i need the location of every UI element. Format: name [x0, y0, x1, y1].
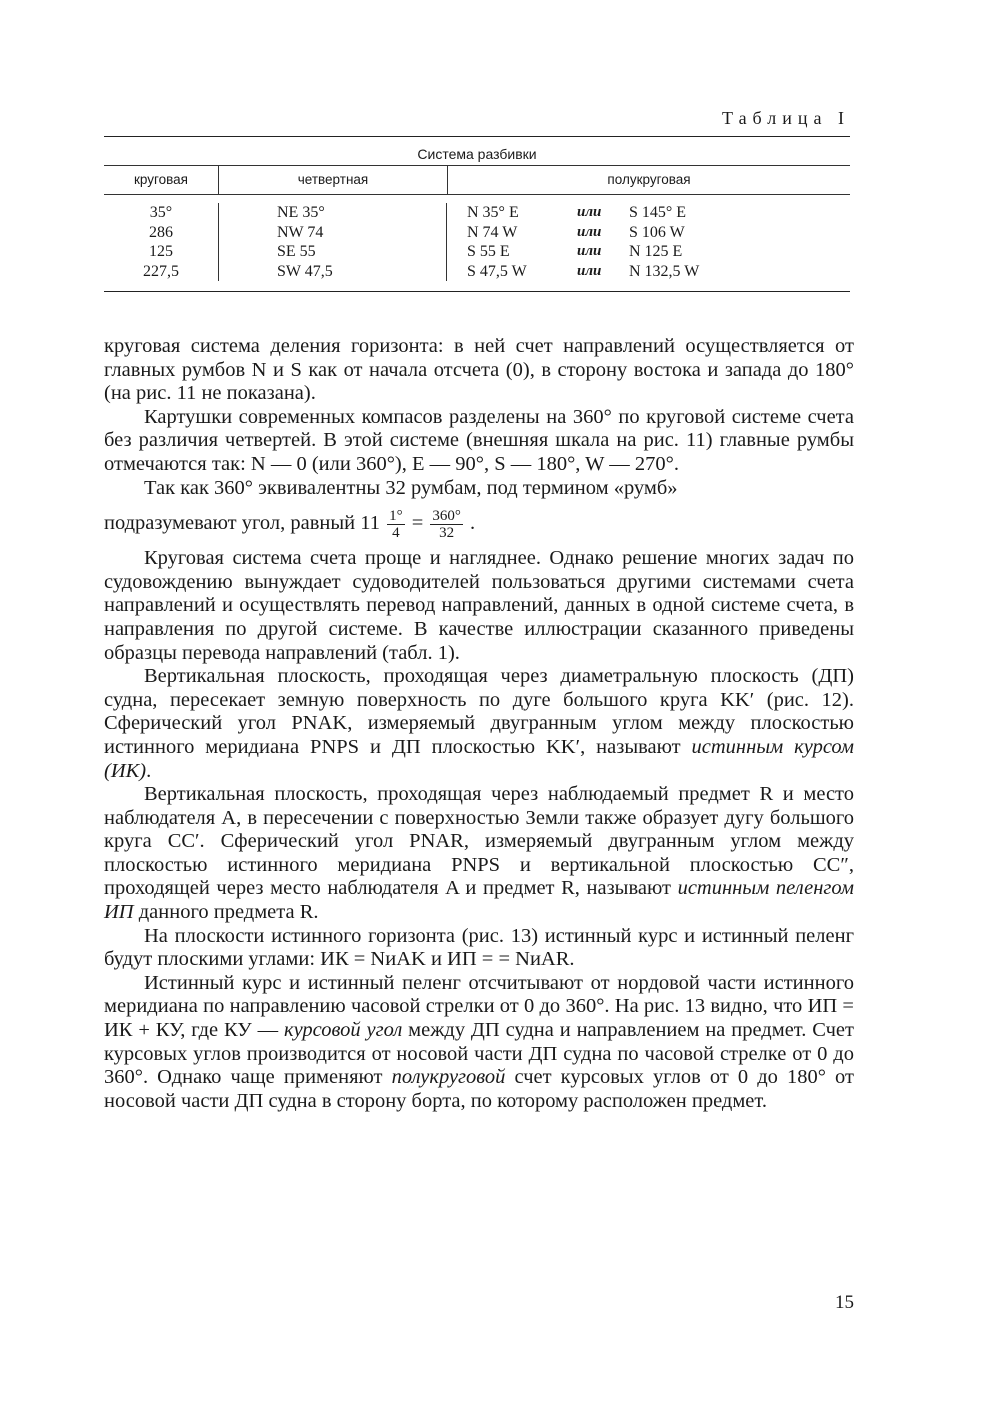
paragraph-text: Вертикальная плоскость, проходящая через наблюдаемый предмет R и место наблюдателя A, в пересечении с поверхностью Земли также образует дугу большого круга CC′. Сферический угол PNAR, измеряемый двугранным углом между плоскостью истинного меридиана PNPS и вертикальной плоскостью CC″, проходящей через место наблюдателя A и предмет R, называют	[104, 783, 854, 900]
table-cell: 35°	[149, 204, 173, 221]
table-cell: NE 35°	[277, 204, 325, 221]
rhumb-formula-line	[104, 508, 854, 541]
paragraph	[104, 665, 854, 783]
formula-end: .	[470, 512, 476, 535]
table-cell: S 106 W	[629, 223, 685, 241]
paragraph: Круговая система счета проще и нагляднее. Однако решение многих задач по судовождению вынуждает судоводителей пользоваться другими системами счета направлений и осуществлять перевод направлений, данных в одной системе счета, в направления по другой системе. В качестве иллюстрации сказанного приведены образцы перевода направлений (табл. 1).	[104, 547, 854, 664]
table-cell: NW 74	[277, 223, 324, 241]
table-cell: или	[577, 262, 602, 279]
fraction-numerator: 360°	[432, 508, 461, 525]
fraction-360-32	[430, 508, 463, 541]
paragraph: круговая система деления горизонта: в ней счет направлений осуществляется от главных румбов N и S как от начала отсчета (0), в сторону востока и запада до 180° (на рис. 11 не показана).	[104, 335, 854, 405]
table-body	[104, 195, 850, 291]
paragraph: Картушки современных компасов разделены на 360° по круговой системе счета без различия четвертей. В этой системе (внешняя шкала на рис. 11) главные румбы отмечаются так: N — 0 (или 360°), E — 90°, S — 180°, W — 270°.	[104, 405, 854, 475]
equals-sign: =	[411, 512, 424, 535]
table-bottom-rule	[104, 291, 850, 292]
table-cell: N 74 W	[467, 223, 518, 241]
table-header-row	[104, 166, 850, 194]
paragraph	[104, 972, 854, 1114]
table-caption: Система разбивки	[417, 146, 537, 162]
table-cell: SW 47,5	[277, 262, 333, 280]
table-cell: N 132,5 W	[629, 262, 700, 280]
table-cell: N 125 E	[629, 243, 683, 260]
paragraph	[104, 783, 854, 925]
paragraph-text: счет курсовых углов от 0 до 180° от носовой части ДП судна в сторону борта, по которому расположен предмет.	[104, 1066, 854, 1112]
column-semicircular	[446, 203, 850, 281]
table-cell: N 35° E	[467, 204, 519, 221]
paragraph-text: между ДП судна и направлением на предмет. Счет курсовых углов производится от носовой части ДП судна по часовой стрелке от 0 до 360°. Однако чаще применяют	[104, 1019, 854, 1089]
column-circular	[104, 203, 218, 281]
paragraph-text: Истинный курс и истинный пеленг отсчитывают от нордовой части истинного меридиана по направлению часовой стрелки от 0 до 360°. На рис. 13 видно, что ИП = ИК + КУ, где КУ —	[104, 971, 854, 1042]
page-number: 15	[835, 1292, 854, 1313]
paragraph-text: Так как 360° эквивалентны 32 румбам, под термином «румб»	[144, 476, 678, 499]
table-cell: или	[577, 223, 602, 240]
paragraph: На плоскости истинного горизонта (рис. 13) истинный курс и истинный пеленг будут плоскими углами: ИК = NиAK и ИП = = NиAR.	[104, 924, 854, 971]
fraction-numerator: 1°	[389, 508, 403, 525]
table-cell: S 145° E	[629, 204, 687, 221]
column-quarter	[218, 203, 446, 281]
term-heading-angle: курсовой угол	[284, 1019, 403, 1042]
term-true-bearing: истинным пеленгом ИП	[104, 877, 854, 924]
table-cell: 286	[149, 223, 173, 241]
table-cell: или	[577, 243, 602, 259]
header-semicircular: полукруговая	[447, 166, 850, 194]
table-row	[467, 223, 850, 243]
rhumb-formula	[385, 508, 465, 541]
term-true-course: истинным курсом (ИК)	[104, 735, 854, 782]
table-label: Таблица I	[722, 108, 850, 128]
paragraph-text: Вертикальная плоскость, проходящая через диаметральную плоскость (ДП) судна, пересекает земную поверхность по дуге большого круга KK′ (рис. 12). Сферический угол PNAK, измеряемый двугранным углом между плоскостью истинного меридиана PNPS и ДП плоскостью KK′, называют	[104, 665, 854, 758]
paragraph-text: .	[146, 759, 152, 782]
conversion-table	[104, 136, 850, 292]
table-cell: SE 55	[277, 243, 316, 260]
header-quarter: четвертная	[218, 166, 447, 194]
table-cell: S 55 E	[467, 243, 510, 260]
header-circular: круговая	[134, 172, 188, 187]
table-row	[467, 242, 850, 262]
fraction-denominator: 32	[439, 525, 455, 542]
body-text	[104, 335, 854, 1113]
paragraph-text: данного предмета R.	[133, 901, 319, 924]
table-cell: 125	[149, 243, 173, 260]
term-semicircular: полукруговой	[391, 1066, 506, 1089]
fraction-denominator: 4	[392, 525, 400, 542]
table-cell: S 47,5 W	[467, 262, 527, 280]
fraction-quarter	[387, 508, 405, 541]
paragraph	[104, 477, 854, 501]
table-row	[467, 262, 850, 282]
formula-prefix: подразумевают угол, равный 11	[104, 512, 380, 535]
table-cell: или	[577, 204, 602, 220]
table-cell: 227,5	[143, 262, 179, 280]
table-row	[467, 203, 850, 223]
